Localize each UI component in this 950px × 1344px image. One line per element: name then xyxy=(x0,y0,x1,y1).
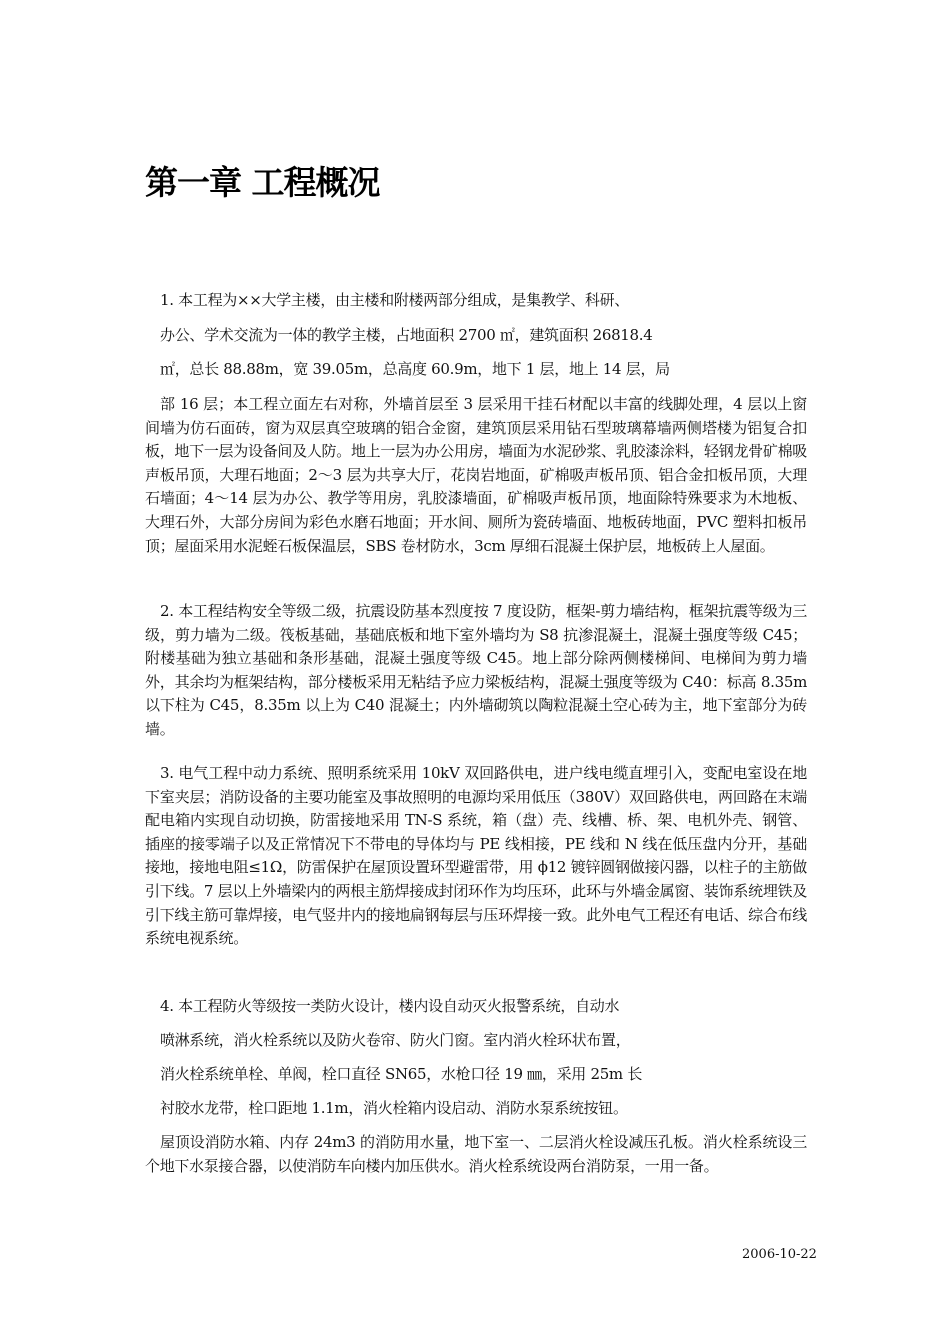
item4-paragraph: 屋顶设消防水箱、内存 24m3 的消防用水量，地下室一、二层消火栓设减压孔板。消火栓系统设三个地下水泵接合器，以使消防车向楼内加压供水。消火栓系统设两台消防泵，一用一备。 xyxy=(145,1133,807,1175)
item1-line2: 办公、学术交流为一体的教学主楼，占地面积 2700 ㎡，建筑面积 26818.4 xyxy=(160,326,653,344)
item4-line2: 喷淋系统，消火栓系统以及防火卷帘、防火门窗。室内消火栓环状布置， xyxy=(160,1031,631,1049)
item1-paragraph: 部 16 层；本工程立面左右对称，外墙首层至 3 层采用干挂石材配以丰富的线脚处理，4 层以上窗间墙为仿石面砖，窗为双层真空玻璃的铝合金窗，建筑顶层采用钻石型玻璃幕墙两侧塔楼为铝复合扣板，地下一层为设备间及人防。地上一层为办公用房，墙面为水泥砂浆、乳胶漆涂料，轻钢龙骨矿棉吸声板吊顶，大理石地面；2～3 层为共享大厅，花岗岩地面，矿棉吸声板吊顶、铝合金扣板吊顶，大理石墙面；4～14 层为办公、教学等用房，乳胶漆墙面，矿棉吸声板吊顶，地面除特殊要求为木地板、大理石外，大部分房间为彩色水磨石地面；开水间、厕所为瓷砖墙面、地板砖地面，PVC 塑料扣板吊顶；屋面采用水泥蛭石板保温层，SBS 卷材防水，3cm 厚细石混凝土保护层，地板砖上人屋面。 xyxy=(145,395,807,555)
footer-date: 2006-10-22 xyxy=(742,1247,817,1262)
item2-paragraph: 2. 本工程结构安全等级二级，抗震设防基本烈度按 7 度设防，框架-剪力墙结构，框架抗震等级为三级，剪力墙为二级。筏板基础，基础底板和地下室外墙均为 S8 抗渗混凝土，混凝土强度等级 C45；附楼基础为独立基础和条形基础，混凝土强度等级 C45。地上部分除两侧楼梯间、电梯间为剪力墙外，其余均为框架结构，部分楼板采用无粘结予应力梁板结构，混凝土强度等级为 C40：标高 8.35m 以下柱为 C45，8.35m 以上为 C40 混凝土；内外墙砌筑以陶粒混凝土空心砖为主，地下室部分为砖墙。 xyxy=(145,602,807,738)
item3-paragraph: 3. 电气工程中动力系统、照明系统采用 10kV 双回路供电，进户线电缆直埋引入，变配电室设在地下室夹层；消防设备的主要功能室及事故照明的电源均采用低压（380V）双回路供电，两回路在末端配电箱内实现自动切换，防雷接地采用 TN-S 系统，箱（盘）壳、线槽、桥、架、电机外壳、钢管、插座的接零端子以及正常情况下不带电的导体均与 PE 线相接，PE 线和 N 线在低压盘内分开，基础接地，接地电阻≤1Ω，防雷保护在屋顶设置环型避雷带，用 ϕ12 镀锌圆钢做接闪器，以柱子的主筋做引下线。7 层以上外墙梁内的两根主筋焊接成封闭环作为均压环，此环与外墙金属窗、装饰系统埋铁及引下线主筋可靠焊接，电气竖井内的接地扁钢每层与压环焊接一致。此外电气工程还有电话、综合布线系统电视系统。 xyxy=(145,764,807,948)
item4-line3: 消火栓系统单栓、单阀，栓口直径 SN65，水枪口径 19 ㎜，采用 25m 长 xyxy=(160,1065,643,1083)
item4-line4: 衬胶水龙带，栓口距地 1.1m，消火栓箱内设启动、消防水泵系统按钮。 xyxy=(160,1099,628,1117)
chapter-title: 第一章 工程概况 xyxy=(145,163,380,202)
item1-line1: 1. 本工程为××大学主楼，由主楼和附楼两部分组成，是集教学、科研、 xyxy=(160,291,630,309)
item4-line1: 4. 本工程防火等级按一类防火设计，楼内设自动灭火报警系统，自动水 xyxy=(160,997,620,1015)
item1-line3: ㎡，总长 88.88m，宽 39.05m，总高度 60.9m，地下 1 层，地上 14 层，局 xyxy=(160,360,670,378)
